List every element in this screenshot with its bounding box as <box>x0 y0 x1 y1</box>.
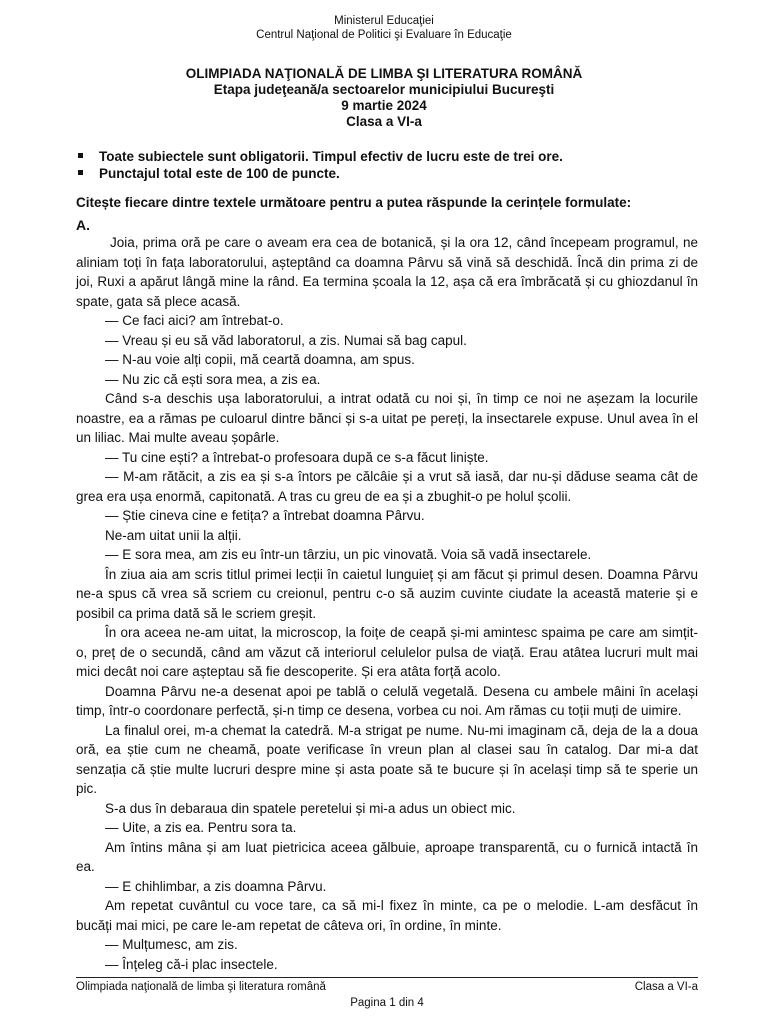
paragraph: Joia, prima oră pe care o aveam era cea de botanică, și la ora 12, când începeam programul, ne aliniam toți în fața laboratorului, așteptând ca doamna Pârvu să vină să deschidă. Încă din prima zi de joi, Ruxi a apărut lângă mine la rând. Ea termina școala la 12, așa că era îmbrăcată și cu ghiozdanul în spate, gata să plece acasă. <box>76 235 698 309</box>
paragraph: Am întins mâna și am luat pietricica aceea gălbuie, aproape transparentă, cu o furnică intactă în ea. <box>76 839 698 874</box>
exam-date: 9 martie 2024 <box>341 98 427 113</box>
paragraph: — Uite, a zis ea. Pentru sora ta. <box>105 820 297 835</box>
paragraph: — N-au voie alți copii, mă ceartă doamna, am spus. <box>105 352 415 367</box>
paragraph: — Înțeleg că-i plac insectele. <box>105 956 278 972</box>
paragraph: În ziua aia am scris titlul primei lecții în caietul lunguieț și am făcut și primul desen. Doamna Pârvu ne-a spus că vrea să scriem cu creionul, pentru c-o să auzim cuvinte ciudate la această materie și e posibil ca prima dată să le scriem greșit. <box>76 566 698 621</box>
footer-divider <box>76 977 698 978</box>
bullet-icon <box>78 170 83 175</box>
paragraph: — Vreau și eu să văd laboratorul, a zis. Numai să bag capul. <box>105 332 467 348</box>
stage-subtitle: Etapa judeţeană/a sectoarelor municipiului Bucureşti <box>213 82 555 97</box>
title-block <box>0 66 768 130</box>
rule-text: Punctajul total este de 100 de puncte. <box>99 166 340 181</box>
paragraph: — E chihlimbar, a zis doamna Pârvu. <box>105 878 327 894</box>
bullet-icon <box>78 153 83 158</box>
paragraph: — E sora mea, am zis eu într-un târziu, un pic vinovată. Voia să vadă insectarele. <box>105 547 592 562</box>
paragraph: — Mulțumesc, am zis. <box>105 937 238 952</box>
instruction-text: Citește fiecare dintre textele următoare pentru a putea răspunde la cerințele formulate: <box>76 195 632 210</box>
footer-grade: Clasa a VI-a <box>634 981 698 993</box>
text-body <box>76 233 698 974</box>
paragraph: Doamna Pârvu ne-a desenat apoi pe tablă o celulă vegetală. Desena cu ambele mâini în același timp, într-o coordonare perfectă, și-n timp ce desena, vorbea cu noi. Am rămas cu toții muți de uimire. <box>76 683 698 718</box>
paragraph: — Tu cine ești? a întrebat-o profesoara după ce s-a făcut liniște. <box>105 449 489 465</box>
paragraph: Când s-a deschis ușa laboratorului, a intrat odată cu noi și, în timp ce noi ne așezam la locurile noastre, ea a rămas pe culoarul dintre bănci și s-a uitat pe pereți, la insectarele expuse. Unul avea în el un liliac. Mai multe aveau șopârle. <box>76 391 698 445</box>
document-header <box>0 14 768 42</box>
footer-olympiad: Olimpiada naţională de limba şi literatura română <box>76 981 326 993</box>
rule-item <box>76 165 716 182</box>
center-name: Centrul Naţional de Politici şi Evaluare în Educaţie <box>256 29 512 41</box>
paragraph: — Știe cineva cine e fetița? a întrebat doamna Pârvu. <box>105 508 425 523</box>
page-number: Pagina 1 din 4 <box>350 997 424 1009</box>
grade-label: Clasa a VI-a <box>346 114 422 129</box>
rule-text: Toate subiectele sunt obligatorii. Timpul efectiv de lucru este de trei ore. <box>99 149 563 164</box>
paragraph: La finalul orei, m-a chemat la catedră. M-a strigat pe nume. Nu-mi imaginam că, deja de la a doua oră, ea știe cum ne cheamă, poate verificase în vreun plan al clasei sau în catalog. Dar mi-a dat senzația că știe multe lucruri despre mine și asta poate să te bucure și în același timp să te sperie un pic. <box>76 722 698 796</box>
paragraph: Am repetat cuvântul cu voce tare, ca să mi-l fixez în minte, ca pe o melodie. L-am desfăcut în bucăți mai mici, pe care le-am repetat de câteva ori, în ordine, în minte. <box>76 898 698 933</box>
rules-list <box>76 148 716 182</box>
paragraph: În ora aceea ne-am uitat, la microscop, la foițe de ceapă și-mi amintesc spaima pe care am simțit-o, preț de o secundă, când am văzut că interiorul celulelor pulsa de viață. Erau atâtea lucruri mult mai mici decât noi care așteptau să fie descoperite. Și era atâta forță acolo. <box>76 625 698 679</box>
olympiad-title: OLIMPIADA NAŢIONALĂ DE LIMBA ŞI LITERATURA ROMÂNĂ <box>185 66 583 81</box>
paragraph: — Nu zic că ești sora mea, a zis ea. <box>105 371 321 387</box>
paragraph: — M-am rătăcit, a zis ea și s-a întors pe călcâie și a vrut să iasă, dar nu-și dăduse seama cât de grea era ușa enormă, capitonată. A tras cu greu de ea și a zbughit-o pe holul școlii. <box>76 469 698 504</box>
paragraph: — Ce faci aici? am întrebat-o. <box>105 313 284 328</box>
paragraph: Ne-am uitat unii la alții. <box>105 527 242 543</box>
ministry-name: Ministerul Educaţiei <box>334 15 434 27</box>
section-label: A. <box>76 217 90 233</box>
paragraph: S-a dus în debaraua din spatele peretelui și mi-a adus un obiect mic. <box>105 800 516 816</box>
rule-item <box>76 148 716 165</box>
